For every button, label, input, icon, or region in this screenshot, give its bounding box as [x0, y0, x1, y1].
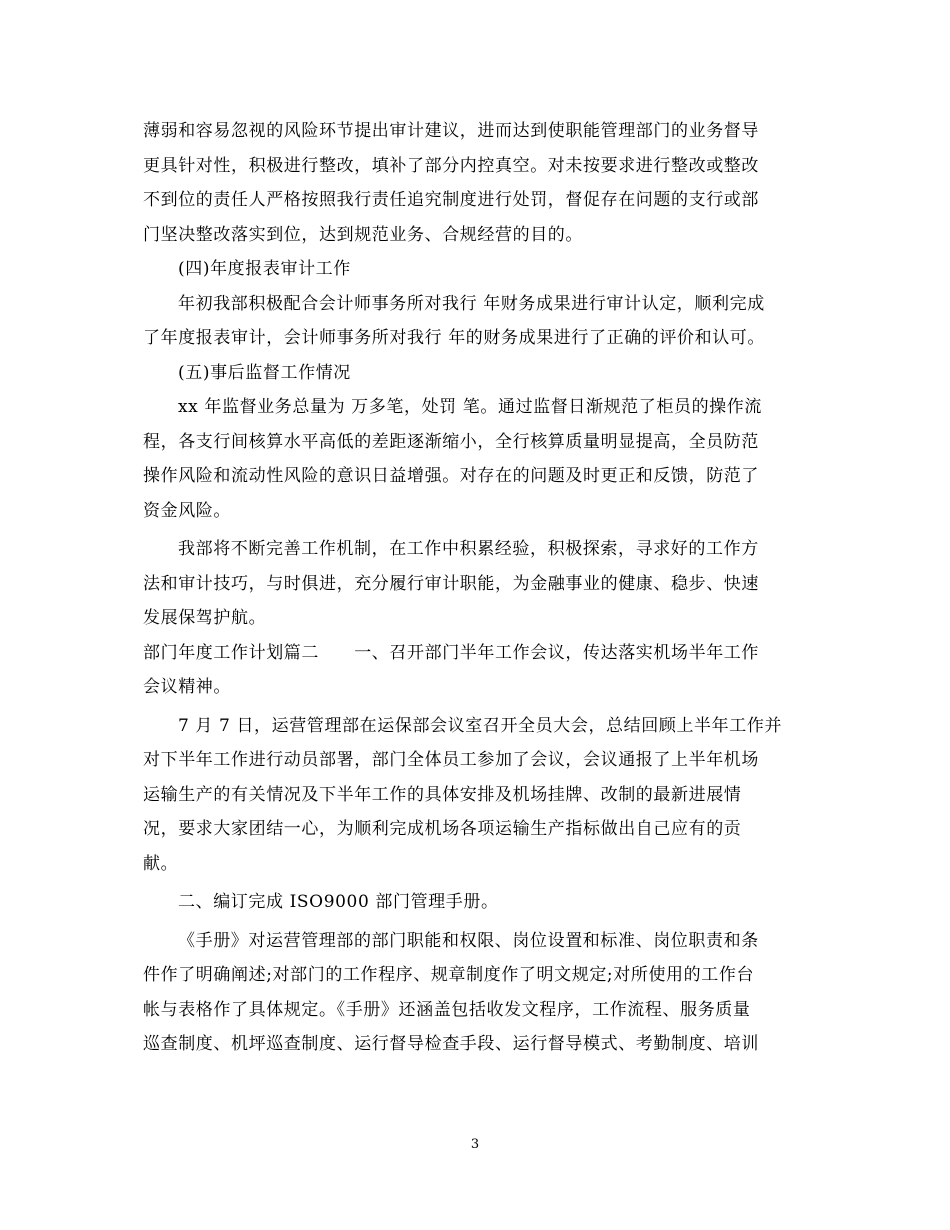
text-line: 发展保驾护航。: [143, 608, 267, 628]
text-line: 操作风险和流动性风险的意识日益增强。对存在的问题及时更正和反馈，防范了: [143, 466, 759, 486]
text-line: xx 年监督业务总量为 万多笔，处罚 笔。通过监督日渐规范了柜员的操作流: [178, 397, 762, 417]
text-line: 薄弱和容易忽视的风险环节提出审计建议，进而达到使职能管理部门的业务督导: [143, 121, 759, 141]
page-number: 3: [470, 1137, 480, 1152]
text-line: 运输生产的有关情况及下半年工作的具体安排及机场挂牌、改制的最新进展情: [143, 784, 742, 805]
section-heading: 二、编订完成 ISO9000 部门管理手册。: [178, 892, 499, 912]
text-line: 资金风险。: [143, 500, 231, 521]
text-line: 了年度报表审计，会计师事务所对我行 年的财务成果进行了正确的评价和认可。: [143, 328, 766, 348]
text-line: 会议精神。: [143, 677, 231, 697]
text-line: 法和审计技巧，与时俱进，充分履行审计职能，为金融事业的健康、稳步、快速: [143, 573, 759, 594]
text-line: 对下半年工作进行动员部署，部门全体员工参加了会议，会议通报了上半年机场: [143, 750, 759, 770]
text-line: 况，要求大家团结一心，为顺利完成机场各项运输生产指标做出自己应有的贡: [143, 819, 742, 839]
text-line: 帐与表格作了具体规定。《手册》还涵盖包括收发文程序，工作流程、服务质量: [143, 999, 751, 1020]
text-line: 更具针对性，积极进行整改，填补了部分内控真空。对未按要求进行整改或整改: [143, 155, 759, 176]
body-text: [143, 114, 808, 1062]
text-line: 《手册》对运营管理部的部门职能和权限、岗位设置和标准、岗位职责和条: [178, 930, 759, 951]
text-line: 巡查制度、机坪巡查制度、运行督导检查手段、运行督导模式、考勤制度、培训: [143, 1034, 759, 1054]
text-line: 献。: [143, 853, 179, 874]
text-line: 程，各支行间核算水平高低的差距逐渐缩小，全行核算质量明显提高，全员防范: [143, 431, 759, 452]
text-line: 不到位的责任人严格按照我行责任追究制度进行处罚，督促存在问题的支行或部: [143, 190, 759, 210]
text-line: 年初我部积极配合会计师事务所对我行 年财务成果进行审计认定，顺利完成: [178, 293, 765, 314]
text-line: 7 月 7 日，运营管理部在运保部会议室召开全员大会，总结回顾上半年工作并: [178, 715, 783, 736]
text-line: 件作了明确阐述;对部门的工作程序、规章制度作了明文规定;对所使用的工作台: [143, 965, 755, 985]
text-line: 门坚决整改落实到位，达到规范业务、合规经营的目的。: [143, 224, 583, 245]
section-heading: (四)年度报表审计工作: [178, 259, 351, 279]
section-heading: 部门年度工作计划篇二 一、召开部门半年工作会议，传达落实机场半年工作: [143, 642, 759, 663]
text-line: 我部将不断完善工作机制，在工作中积累经验，积极探索，寻求好的工作方: [178, 539, 759, 559]
section-heading: (五)事后监督工作情况: [178, 362, 351, 383]
